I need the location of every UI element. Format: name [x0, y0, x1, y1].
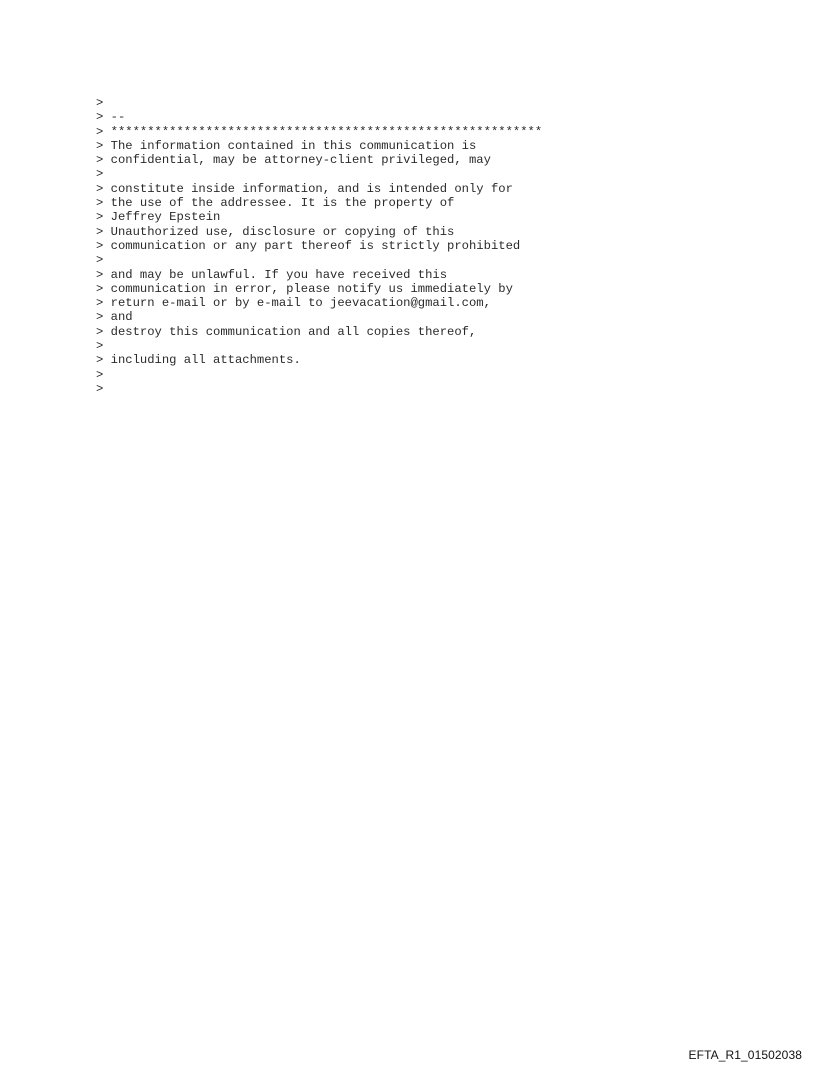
quoted-line: > communication or any part thereof is strictly prohibited	[96, 238, 521, 253]
quoted-line: > confidential, may be attorney-client privileged, may	[96, 153, 491, 168]
quoted-line: > The information contained in this communication is	[96, 138, 477, 153]
document-id-stamp: EFTA_R1_01502038	[688, 1048, 802, 1062]
quoted-line: >	[96, 381, 104, 396]
quoted-line: > --	[96, 110, 126, 125]
quoted-line: > Unauthorized use, disclosure or copying of this	[96, 224, 455, 239]
quoted-line: >	[96, 253, 104, 268]
quoted-line: > return e-mail or by e-mail to jeevacation@gmail.com,	[96, 296, 491, 311]
quoted-line: > Jeffrey Epstein	[96, 210, 221, 225]
quoted-line: > constitute inside information, and is intended only for	[96, 181, 513, 196]
quoted-line: >	[96, 339, 104, 354]
quoted-line: > and	[96, 310, 133, 325]
quoted-line: > including all attachments.	[96, 353, 301, 368]
quoted-line: > the use of the addressee. It is the property of	[96, 196, 455, 211]
quoted-line: >	[96, 96, 104, 110]
quoted-line: > and may be unlawful. If you have received this	[96, 267, 448, 282]
quoted-line: > destroy this communication and all copies thereof,	[96, 324, 477, 339]
quoted-line: > communication in error, please notify us immediately by	[96, 281, 513, 296]
quoted-line: >	[96, 367, 104, 382]
quoted-line: > ***********************************************************	[96, 124, 543, 139]
quoted-line: >	[96, 167, 104, 182]
quoted-email-disclaimer	[96, 96, 736, 396]
